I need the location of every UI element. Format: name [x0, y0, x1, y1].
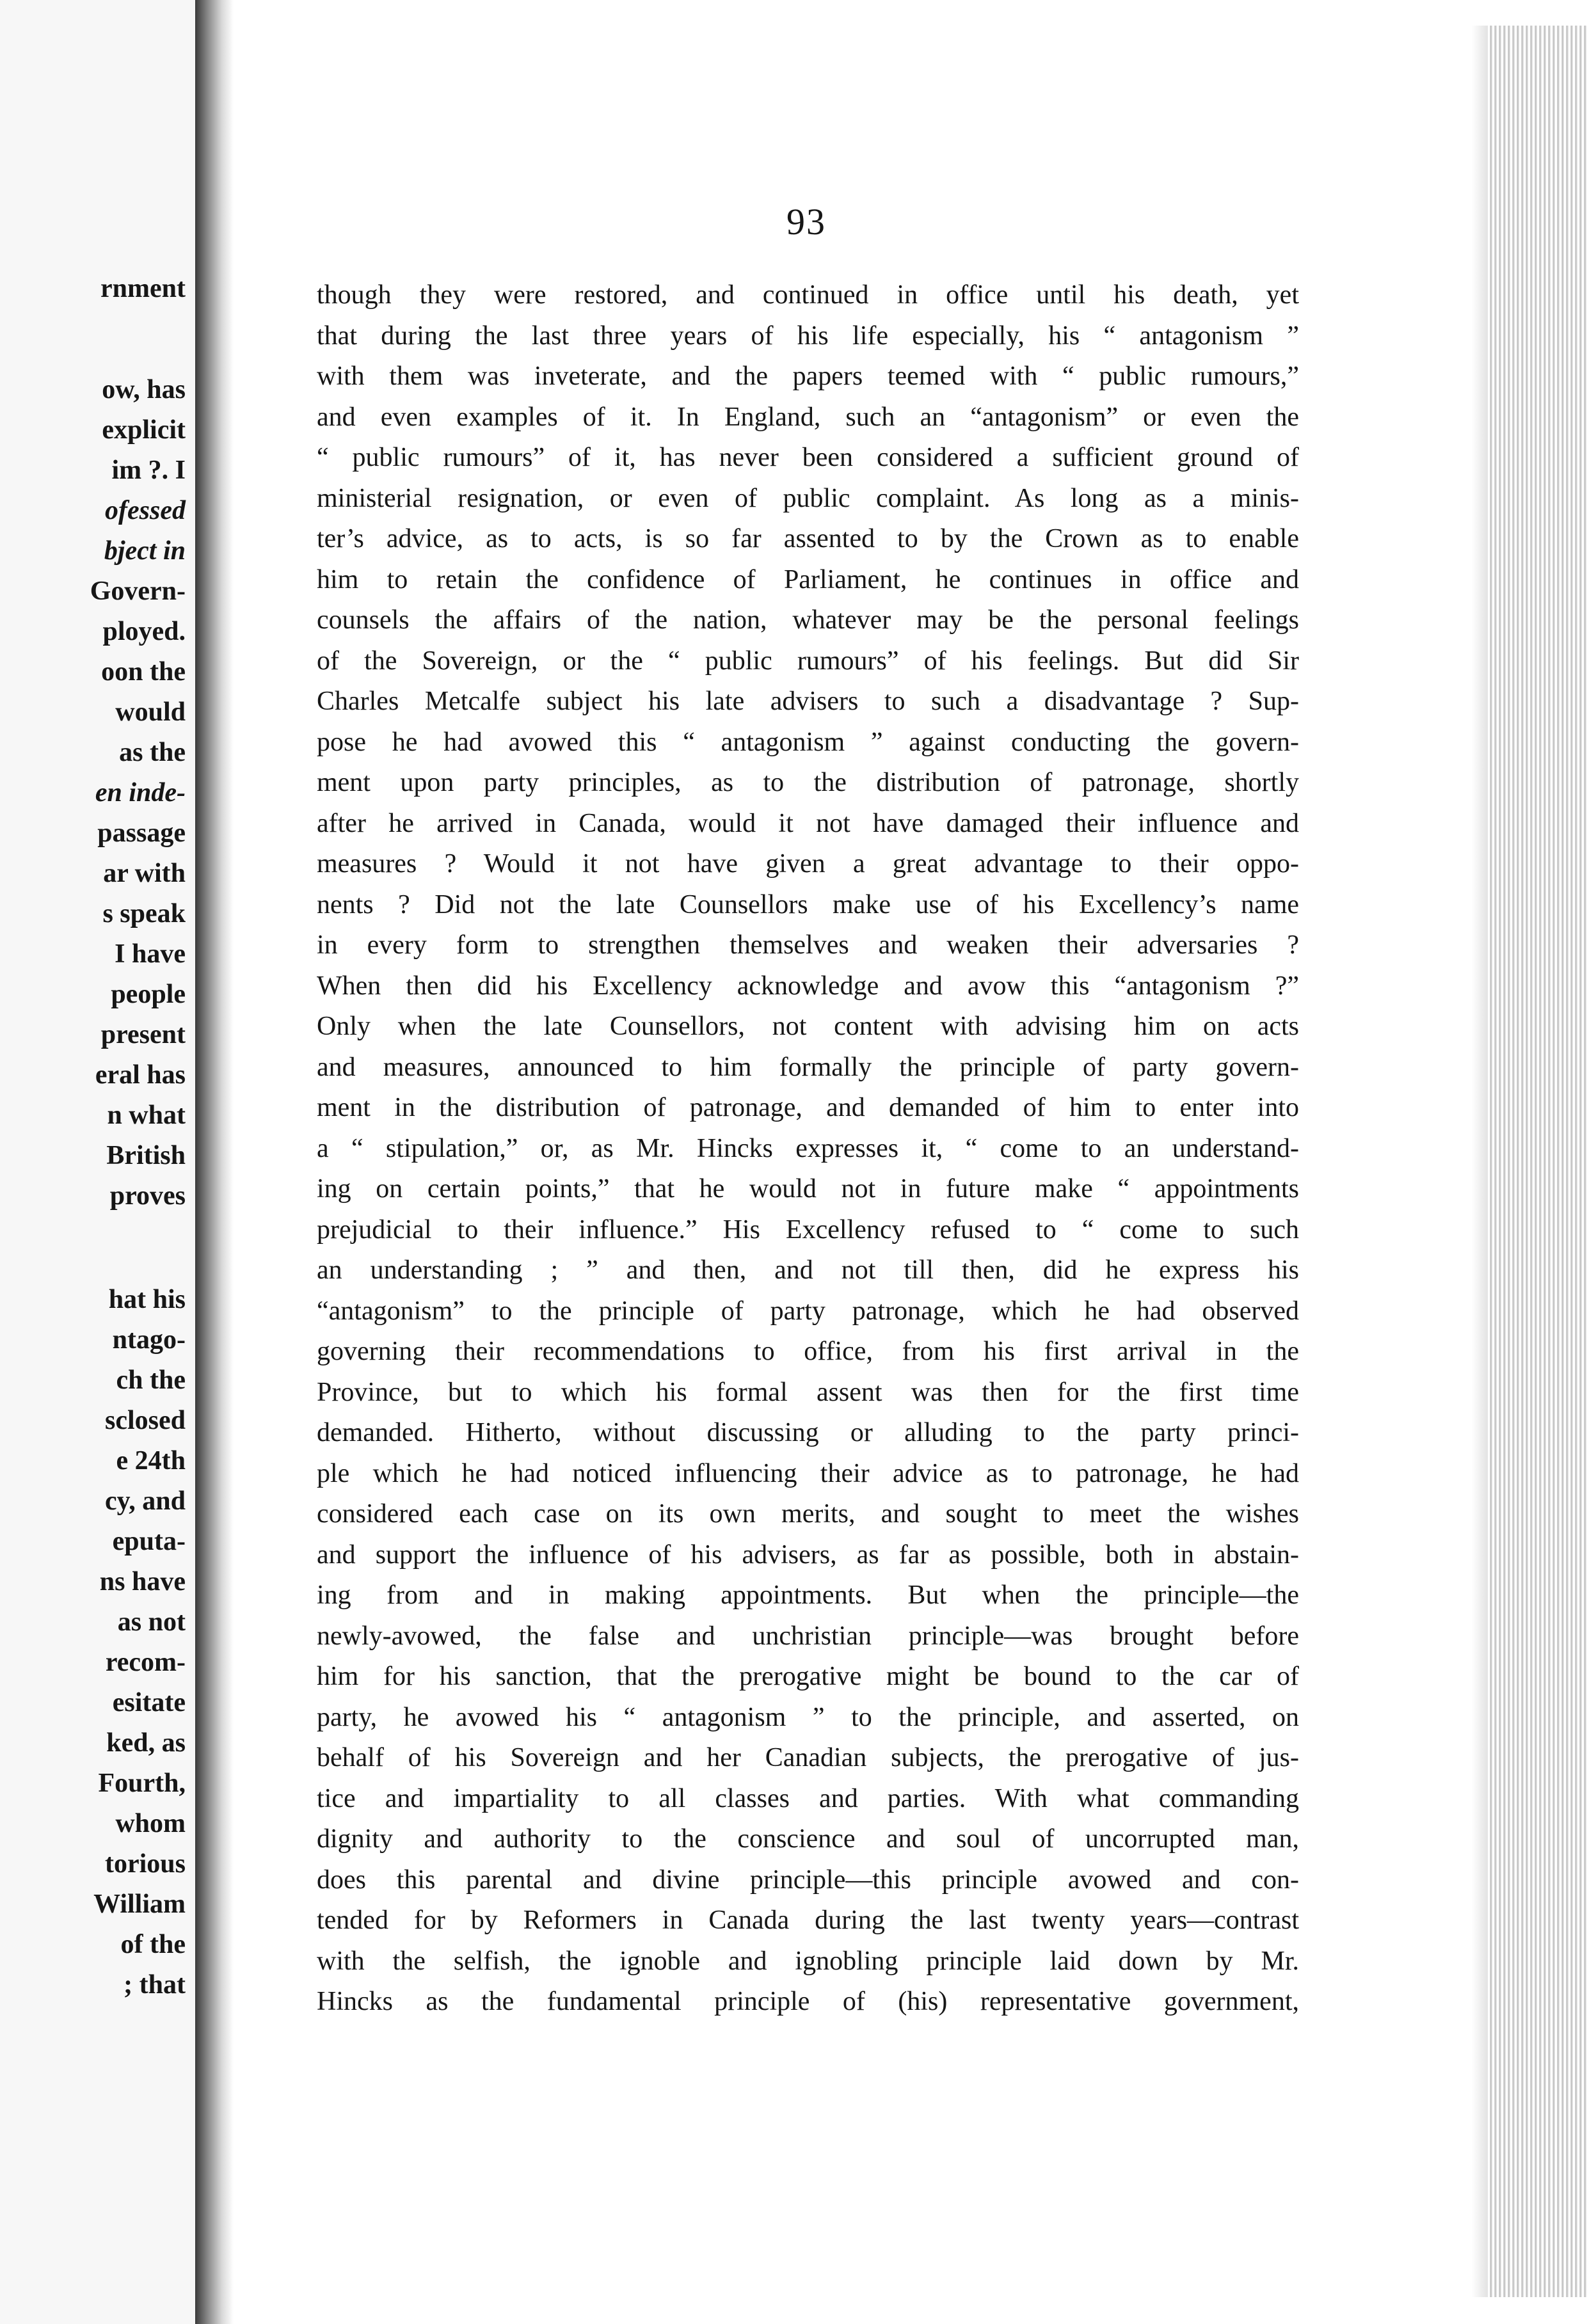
text-line: ple which he had noticed influencing their advice as to patronage, he had — [317, 1458, 1299, 1488]
text-line: When then did his Excellency acknowledge and avow this “antagonism ?” — [317, 971, 1299, 1001]
facing-page-line: esitate — [112, 1688, 186, 1717]
facing-page-line: ; that — [124, 1970, 186, 2000]
text-line: ter’s advice, as to acts, is so far assented to by the Crown as to enable — [317, 524, 1299, 553]
text-line: behalf of his Sovereign and her Canadian subjects, the prerogative of jus- — [317, 1743, 1299, 1772]
text-line: pose he had avowed this “ antagonism ” against conducting the govern- — [317, 727, 1299, 757]
book-gutter — [195, 0, 234, 2324]
text-line: ment in the distribution of patronage, and demanded of him to enter into — [317, 1093, 1299, 1122]
facing-page-line: ns have — [99, 1567, 186, 1596]
text-line: “antagonism” to the principle of party patronage, which he had observed — [317, 1296, 1299, 1326]
facing-page-line: explicit — [102, 415, 186, 445]
text-line: Only when the late Counsellors, not content with advising him on acts — [317, 1012, 1299, 1041]
page-number: 93 — [786, 201, 826, 243]
facing-page-line: n what — [107, 1101, 186, 1130]
facing-page-line: proves — [109, 1181, 186, 1211]
text-line: in every form to strengthen themselves and weaken their adversaries ? — [317, 930, 1299, 960]
facing-page-line: ployed. — [102, 617, 186, 646]
facing-page-line: ar with — [103, 859, 186, 888]
text-line: ing from and in making appointments. But when the principle—the — [317, 1580, 1299, 1610]
text-line: and even examples of it. In England, such an “antagonism” or even the — [317, 402, 1299, 432]
text-line: measures ? Would it not have given a great advantage to their oppo- — [317, 849, 1299, 879]
text-line: and measures, announced to him formally the principle of party govern- — [317, 1052, 1299, 1082]
facing-page-line: ofessed — [105, 496, 186, 525]
text-line: nents ? Did not the late Counsellors make use of his Excellency’s name — [317, 889, 1299, 919]
text-line: party, he avowed his “ antagonism ” to the principle, and asserted, on — [317, 1702, 1299, 1732]
facing-page-line: hat his — [108, 1285, 186, 1314]
text-line: with the selfish, the ignoble and ignobling principle laid down by Mr. — [317, 1946, 1299, 1976]
text-line: Province, but to which his formal assent was then for the first time — [317, 1377, 1299, 1407]
text-line: demanded. Hitherto, without discussing or alluding to the party princi- — [317, 1418, 1299, 1447]
facing-page-line: bject in — [104, 536, 186, 566]
text-line: with them was inveterate, and the papers teemed with “ public rumours,” — [317, 362, 1299, 391]
text-line: considered each case on its own merits, and sought to meet the wishes — [317, 1499, 1299, 1529]
text-line: Charles Metcalfe subject his late advisers to such a disadvantage ? Sup- — [317, 687, 1299, 716]
text-line: an understanding ; ” and then, and not till then, did he express his — [317, 1255, 1299, 1285]
facing-page-line: e 24th — [116, 1446, 186, 1476]
text-line: tice and impartiality to all classes and parties. With what commanding — [317, 1783, 1299, 1813]
text-line: him to retain the confidence of Parliament, he continues in office and — [317, 564, 1299, 594]
facing-page-line: would — [115, 697, 186, 727]
text-line: does this parental and divine principle—this principle avowed and con- — [317, 1865, 1299, 1895]
text-line: ment upon party principles, as to the distribution of patronage, shortly — [317, 768, 1299, 797]
page-body-text — [317, 275, 1299, 2023]
facing-page — [0, 0, 211, 2324]
facing-page-line: William — [93, 1890, 186, 1919]
facing-page-line: en inde- — [95, 778, 186, 808]
facing-page-line: im ?. I — [111, 456, 186, 485]
text-line: that during the last three years of his life especially, his “ antagonism ” — [317, 321, 1299, 351]
facing-page-line: Fourth, — [98, 1769, 186, 1798]
text-line: of the Sovereign, or the “ public rumours” of his feelings. But did Sir — [317, 646, 1299, 676]
text-line: though they were restored, and continued in office until his death, yet — [317, 280, 1299, 310]
facing-page-line: as the — [119, 738, 186, 767]
facing-page-line: Govern- — [90, 577, 186, 606]
facing-page-line: eputa- — [112, 1527, 186, 1556]
text-line: Hincks as the fundamental principle of (his) representative government, — [317, 1987, 1299, 2016]
text-line: tended for by Reformers in Canada during the last twenty years—contrast — [317, 1906, 1299, 1935]
text-line: and support the influence of his advisers, as far as possible, both in abstain- — [317, 1540, 1299, 1570]
facing-page-line: ked, as — [106, 1728, 186, 1758]
text-line: ministerial resignation, or even of public complaint. As long as a minis- — [317, 483, 1299, 513]
facing-page-line: rnment — [100, 274, 186, 303]
facing-page-line: ow, has — [102, 375, 186, 404]
facing-page-line: of the — [120, 1930, 186, 1959]
text-line: prejudicial to their influence.” His Excellency refused to “ come to such — [317, 1214, 1299, 1245]
text-line: ing on certain points,” that he would not in future make “ appointments — [317, 1174, 1299, 1204]
facing-page-line: ntago- — [112, 1325, 186, 1355]
facing-page-line: as not — [117, 1607, 186, 1637]
facing-page-line: British — [106, 1141, 186, 1170]
facing-page-line: recom- — [105, 1648, 186, 1677]
page-stack-edge — [1488, 26, 1587, 2297]
text-line: governing their recommendations to office, from his first arrival in the — [317, 1337, 1299, 1366]
facing-page-line: whom — [115, 1809, 186, 1838]
text-line: him for his sanction, that the prerogative might be bound to the car of — [317, 1662, 1299, 1691]
facing-page-line: cy, and — [104, 1486, 186, 1516]
facing-page-line: passage — [97, 818, 186, 848]
text-line: a “ stipulation,” or, as Mr. Hincks expresses it, “ come to an understand- — [317, 1133, 1299, 1163]
facing-page-line: ch the — [116, 1365, 186, 1395]
text-line: newly-avowed, the false and unchristian principle—was brought before — [317, 1621, 1299, 1651]
text-line: dignity and authority to the conscience and soul of uncorrupted man, — [317, 1824, 1299, 1854]
text-line: counsels the affairs of the nation, whatever may be the personal feelings — [317, 605, 1299, 635]
facing-page-line: s speak — [102, 899, 186, 928]
facing-page-line: torious — [105, 1849, 186, 1879]
facing-page-line: people — [111, 980, 186, 1009]
facing-page-line: eral has — [95, 1060, 186, 1090]
text-line: “ public rumours” of it, has never been considered a sufficient ground of — [317, 443, 1299, 472]
text-line: after he arrived in Canada, would it not have damaged their influence and — [317, 808, 1299, 838]
facing-page-line: present — [100, 1020, 186, 1049]
facing-page-line: sclosed — [105, 1406, 186, 1435]
facing-page-line: I have — [115, 939, 186, 969]
facing-page-line: oon the — [101, 657, 186, 687]
